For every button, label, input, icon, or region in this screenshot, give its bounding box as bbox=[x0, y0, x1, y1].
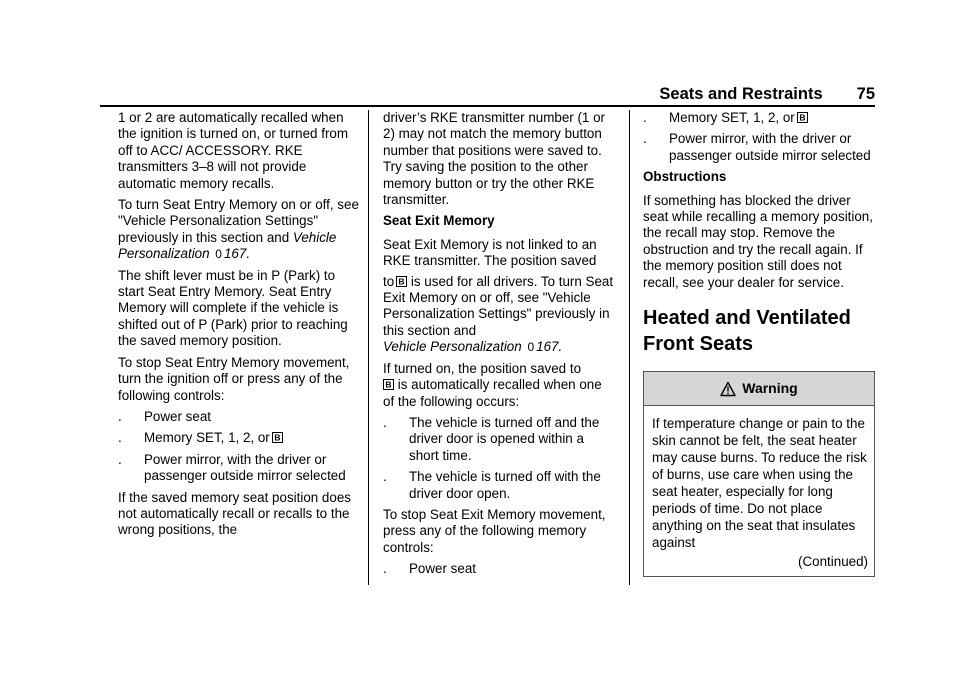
memory-b-button-icon bbox=[396, 276, 407, 287]
memory-b-button-icon bbox=[272, 432, 283, 443]
warning-text: If temperature change or pain to the skin cannot be felt, the seat heater may cause burns. To reduce the risk of burns, use care when using the seat heater, especially for long periods of time. Do not place anything on the seat that insulates against bbox=[652, 416, 867, 551]
bullet-marker: . bbox=[118, 430, 122, 446]
column-divider bbox=[368, 110, 369, 585]
svg-text:B: B bbox=[799, 112, 806, 123]
list-item: . Memory SET, 1, 2, or B bbox=[643, 110, 875, 126]
paragraph: To stop Seat Entry Memory movement, turn the ignition off or press any of the following controls: bbox=[118, 354, 350, 403]
paragraph: To turn Seat Entry Memory on or off, see "Vehicle Personalization Settings" previously in this section and Vehicle Personalization 0 167. bbox=[118, 197, 359, 262]
paragraph: to B is used for all drivers. To turn Seat Exit Memory on or off, see "Vehicle Personalization Settings" previously in this section and Vehicle Personalization 0 167. bbox=[383, 273, 614, 355]
header-rule bbox=[100, 105, 875, 107]
svg-text:B: B bbox=[274, 432, 281, 443]
subheading: Obstructions bbox=[643, 169, 727, 185]
page-reference[interactable]: 167 bbox=[536, 339, 559, 355]
bullet-marker: . bbox=[383, 469, 387, 485]
svg-text:B: B bbox=[385, 379, 392, 390]
bullet-marker: . bbox=[383, 561, 387, 577]
warning-header bbox=[644, 372, 874, 406]
section-title: Heated and Ventilated Front Seats bbox=[643, 307, 851, 356]
column-3 bbox=[643, 110, 875, 577]
list-item: . The vehicle is turned off with the driver door open. bbox=[383, 469, 601, 501]
svg-text:B: B bbox=[398, 276, 405, 287]
page-reference[interactable]: 167 bbox=[223, 246, 247, 262]
list-item: . Power seat bbox=[383, 561, 476, 577]
continued-label: (Continued) bbox=[798, 554, 868, 570]
paragraph: driver’s RKE transmitter number (1 or 2) may not match the memory button number that positions were saved to. Try saving the position to the other memory button or try the other RKE transmitter. bbox=[383, 110, 606, 208]
paragraph: If the saved memory seat position does not automatically recall or recalls to the wrong positions, the bbox=[118, 489, 351, 538]
cross-reference-link[interactable]: Vehicle Personalization bbox=[118, 229, 337, 262]
cross-reference-link[interactable]: Vehicle Personalization bbox=[383, 339, 522, 355]
column-divider bbox=[629, 110, 630, 585]
warning-title: Warning bbox=[742, 380, 798, 397]
memory-b-button-icon bbox=[797, 112, 808, 123]
list-item: . The vehicle is turned off and the driver door is opened within a short time. bbox=[383, 414, 600, 463]
page-reference-icon: 0 bbox=[527, 340, 535, 355]
page-reference-icon: 0 bbox=[215, 247, 222, 262]
warning-box bbox=[643, 371, 875, 577]
column-2 bbox=[383, 110, 615, 583]
warning-body bbox=[644, 406, 874, 576]
warning-triangle-icon bbox=[720, 381, 736, 397]
column-1 bbox=[118, 110, 362, 544]
bullet-marker: . bbox=[643, 131, 647, 147]
memory-b-button-icon bbox=[383, 379, 394, 390]
list-item: . Memory SET, 1, 2, or B bbox=[118, 430, 362, 446]
page-number: 75 bbox=[856, 85, 875, 103]
list-item: . Power mirror, with the driver or passenger outside mirror selected bbox=[643, 131, 871, 163]
bullet-marker: . bbox=[118, 451, 122, 467]
paragraph: 1 or 2 are automatically recalled when the ignition is turned on, or turned from off to ACC/ ACCESSORY. RKE transmitters 3–8 will not provide automatic memory recalls. bbox=[118, 110, 349, 191]
bullet-marker: . bbox=[118, 408, 122, 424]
paragraph: To stop Seat Exit Memory movement, press any of the following memory controls: bbox=[383, 506, 606, 555]
list-item: . Power seat bbox=[118, 408, 211, 424]
bullet-marker: . bbox=[643, 110, 647, 125]
bullet-marker: . bbox=[383, 414, 387, 430]
paragraph: The shift lever must be in P (Park) to start Seat Entry Memory. Seat Entry Memory will complete if the vehicle is shifted out of P (Park) prior to reaching the saved memory position. bbox=[118, 267, 348, 349]
running-header bbox=[100, 82, 875, 104]
paragraph: If something has blocked the driver seat while recalling a memory position, the recall may stop. Remove the obstruction and try the recall again. If the memory position still does not recall, see your dealer for service. bbox=[643, 192, 873, 290]
section-name: Seats and Restraints bbox=[659, 85, 823, 103]
paragraph: Seat Exit Memory is not linked to an RKE transmitter. The position saved bbox=[383, 236, 597, 269]
list-item: . Power mirror, with the driver or passenger outside mirror selected bbox=[118, 451, 346, 484]
paragraph: If turned on, the position saved to B is automatically recalled when one of the following occurs: bbox=[383, 360, 602, 409]
subheading: Seat Exit Memory bbox=[383, 213, 495, 229]
